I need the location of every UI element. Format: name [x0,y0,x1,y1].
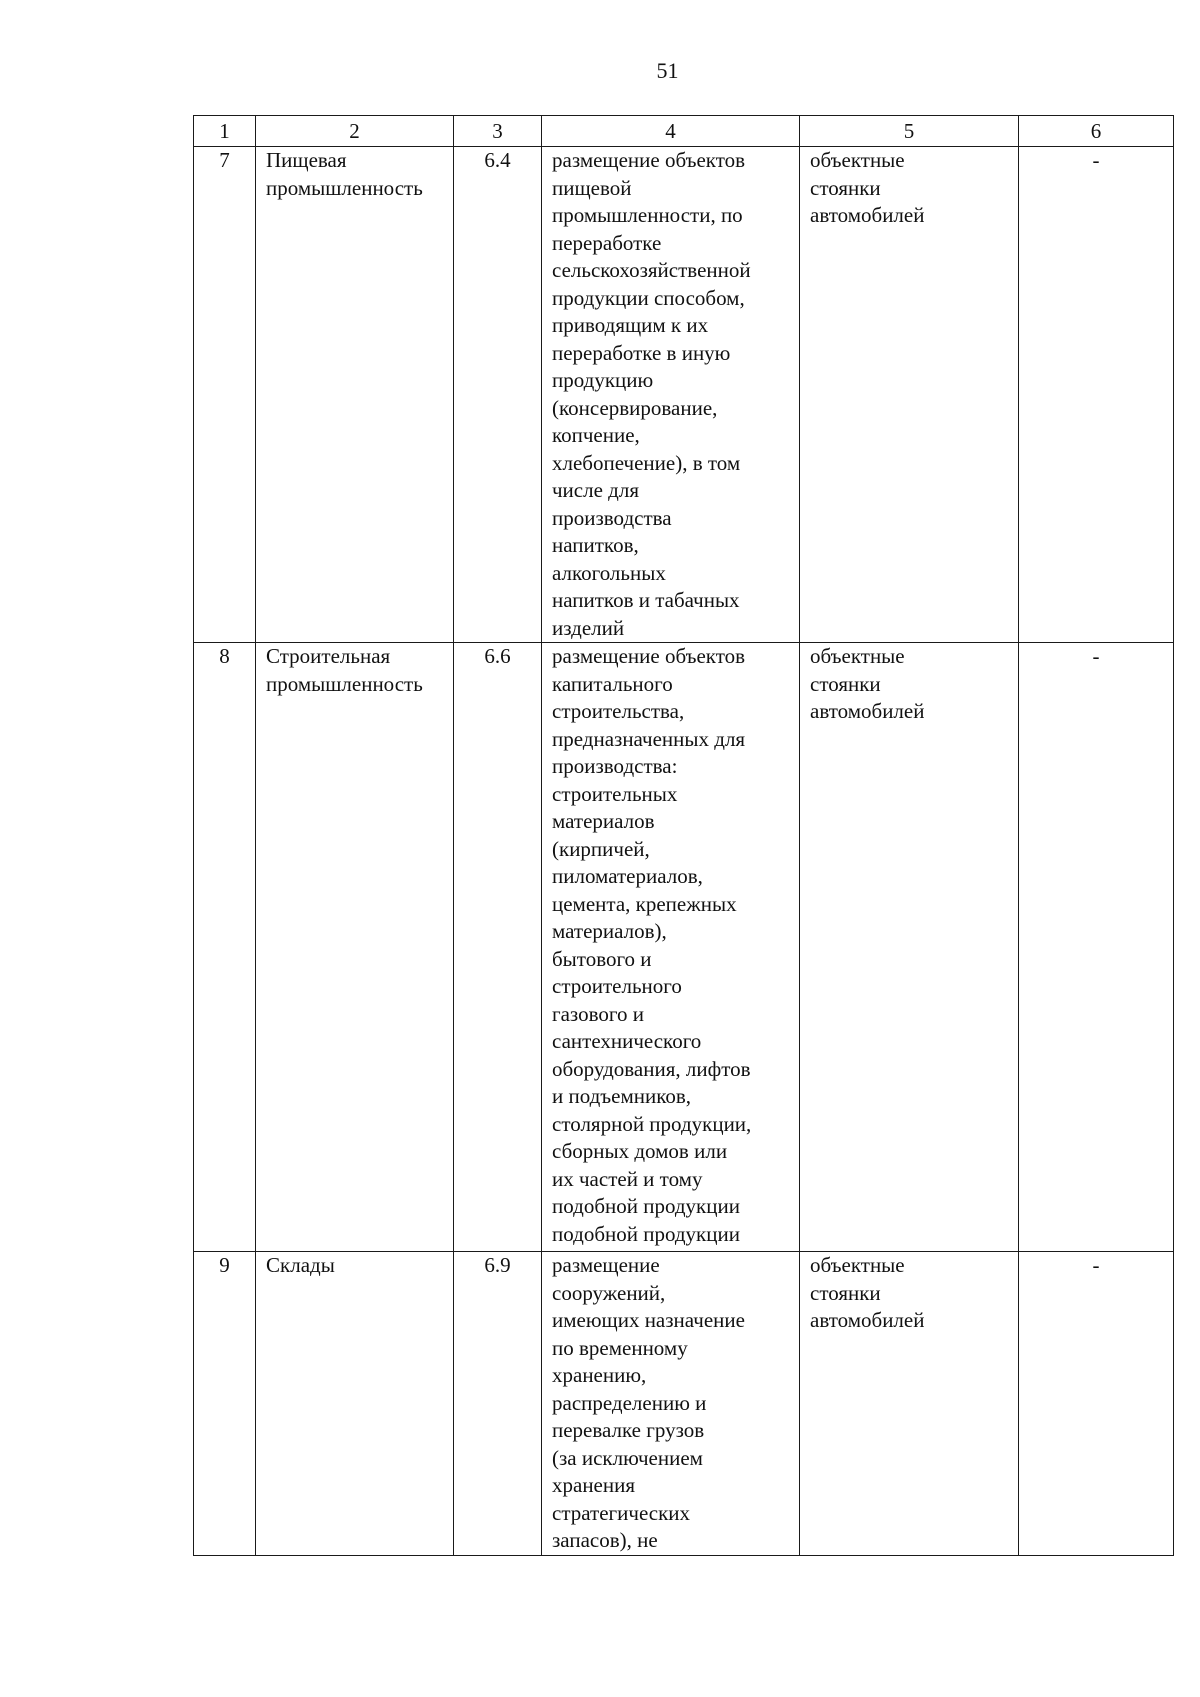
use-description-line: продукции способом, [552,285,745,310]
use-name-cell [256,643,454,1252]
use-name-cell [256,1252,454,1556]
parking-cell [800,643,1019,1252]
extra-cell [1019,1252,1174,1556]
column-header: 2 [256,116,454,147]
use-description-line: размещение объектов [552,148,746,172]
use-description-line: (консервирование, [552,395,718,420]
use-description-line: пищевой [552,175,632,200]
use-description-line: размещение [552,1253,660,1277]
use-description-line: (кирпичей, [552,836,650,861]
parking-line: стоянки [810,671,881,696]
use-description-line: материалов [552,809,655,833]
use-code: 6.6 [484,644,511,668]
column-header: 1 [194,116,256,147]
use-description-line: оборудования, лифтов [552,1056,751,1081]
page-number: 51 [656,58,679,83]
use-description-line: хлебопечение), в том [552,450,741,475]
use-description-line: по временному [552,1335,688,1360]
use-description-cell [542,147,800,643]
parking-line: стоянки [810,1280,881,1305]
use-description-cell [542,643,800,1252]
use-code: 6.9 [484,1253,511,1277]
use-description-line: приводящим к их [552,313,709,337]
extra-cell [1019,147,1174,643]
use-description-line: сооружений, [552,1280,666,1305]
row-number-cell [194,147,256,643]
use-description-line: перевалке грузов [552,1418,705,1442]
use-code: 6.4 [484,148,511,172]
use-code-cell [454,147,542,643]
use-description-line: переработке [552,230,662,255]
use-description-line: их частей и тому [552,1166,703,1191]
use-description-cell [542,1252,800,1556]
row-number-cell [194,643,256,1252]
use-description-line: подобной продукции [552,1194,740,1218]
use-description-line: подобной продукции [552,1221,740,1246]
column-header: 3 [454,116,542,147]
use-description-line: распределению и [552,1390,707,1415]
use-description-line: хранению, [552,1363,647,1387]
use-description-line: размещение объектов [552,644,746,668]
use-name-line: Склады [266,1253,335,1277]
row-number-cell [194,1252,256,1556]
column-header: 5 [800,116,1019,147]
parking-line: автомобилей [810,203,925,227]
use-name-line: Строительная [266,644,391,668]
use-description-line: алкогольных [552,560,666,585]
table-row [194,643,1174,1252]
use-description-line: запасов), не [552,1528,658,1552]
use-description-line: копчение, [552,423,640,447]
use-description-line: строительных [552,781,678,806]
use-description-line: изделий [552,615,625,640]
extra-value: - [1092,1253,1100,1277]
parking-line: объектные [810,148,905,172]
use-description-line: предназначенных для [552,726,746,751]
use-description-line: столярной продукции, [552,1111,752,1136]
table-row [194,1252,1174,1556]
parking-cell [800,1252,1019,1556]
parking-line: объектные [810,644,905,668]
use-description-line: производства [552,505,672,530]
extra-value: - [1092,148,1100,172]
use-description-line: имеющих назначение [552,1308,745,1332]
extra-value: - [1092,644,1100,668]
extra-cell [1019,643,1174,1252]
land-use-table [193,115,1174,1556]
use-name-line: Пищевая [266,148,347,172]
use-description-line: газового и [552,1001,644,1026]
use-description-line: строительного [552,974,682,998]
parking-line: объектные [810,1253,905,1277]
use-description-line: числе для [552,478,639,502]
use-description-line: сборных домов или [552,1139,728,1163]
use-description-line: (за исключением [552,1445,703,1470]
parking-line: автомобилей [810,1308,925,1332]
use-description-line: напитков и табачных [552,588,740,612]
row-number: 8 [219,644,230,668]
use-description-line: пиломатериалов, [552,864,703,888]
use-description-line: производства: [552,754,678,778]
parking-line: автомобилей [810,699,925,723]
use-name-cell [256,147,454,643]
use-description-line: и подъемников, [552,1084,692,1108]
use-description-line: цемента, крепежных [552,891,737,916]
use-name-line: промышленность [266,671,423,696]
parking-cell [800,147,1019,643]
parking-line: стоянки [810,175,881,200]
use-description-line: бытового и [552,946,652,971]
row-number: 7 [219,148,230,172]
table-header-row [194,116,1174,147]
use-description-line: капитального [552,671,673,696]
column-header: 4 [542,116,800,147]
use-name-line: промышленность [266,175,423,200]
use-description-line: материалов), [552,919,667,943]
table-row [194,147,1174,643]
use-description-line: стратегических [552,1500,691,1525]
use-description-line: продукцию [552,368,654,392]
use-description-line: хранения [552,1473,636,1497]
column-header: 6 [1019,116,1174,147]
use-description-line: сельскохозяйственной [552,258,751,282]
use-code-cell [454,643,542,1252]
use-description-line: сантехнического [552,1029,702,1053]
use-description-line: напитков, [552,533,639,557]
use-description-line: строительства, [552,699,685,723]
use-code-cell [454,1252,542,1556]
use-description-line: переработке в иную [552,340,731,365]
use-description-line: промышленности, по [552,203,743,227]
row-number: 9 [219,1253,230,1277]
